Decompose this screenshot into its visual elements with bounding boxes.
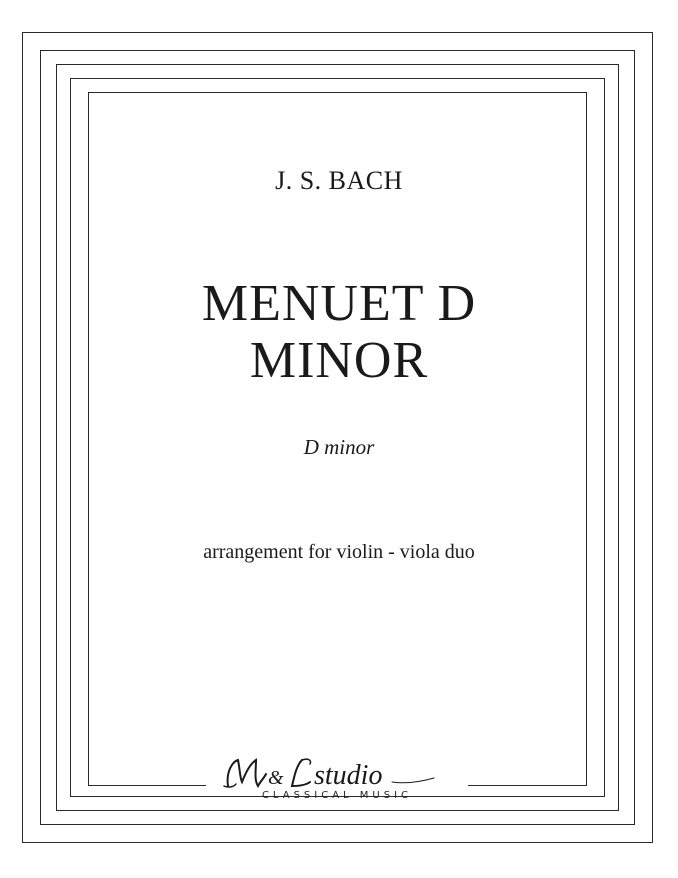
svg-text:studio: studio bbox=[314, 760, 383, 791]
logo-rule-left bbox=[88, 785, 206, 786]
title-line-1: MENUET D bbox=[201, 275, 477, 332]
composer-name: J. S. BACH bbox=[275, 166, 403, 195]
arrangement-note: arrangement for violin - viola duo bbox=[203, 541, 475, 563]
piece-title bbox=[0, 275, 678, 389]
logo-rule-right bbox=[468, 785, 587, 786]
svg-text:&: & bbox=[268, 767, 284, 789]
title-line-2: MINOR bbox=[249, 332, 429, 389]
publisher-logo bbox=[206, 752, 468, 804]
key-signature: D minor bbox=[303, 435, 375, 459]
logo-tagline: CLASSICAL MUSIC bbox=[261, 790, 413, 801]
logo-script-icon bbox=[206, 752, 468, 792]
